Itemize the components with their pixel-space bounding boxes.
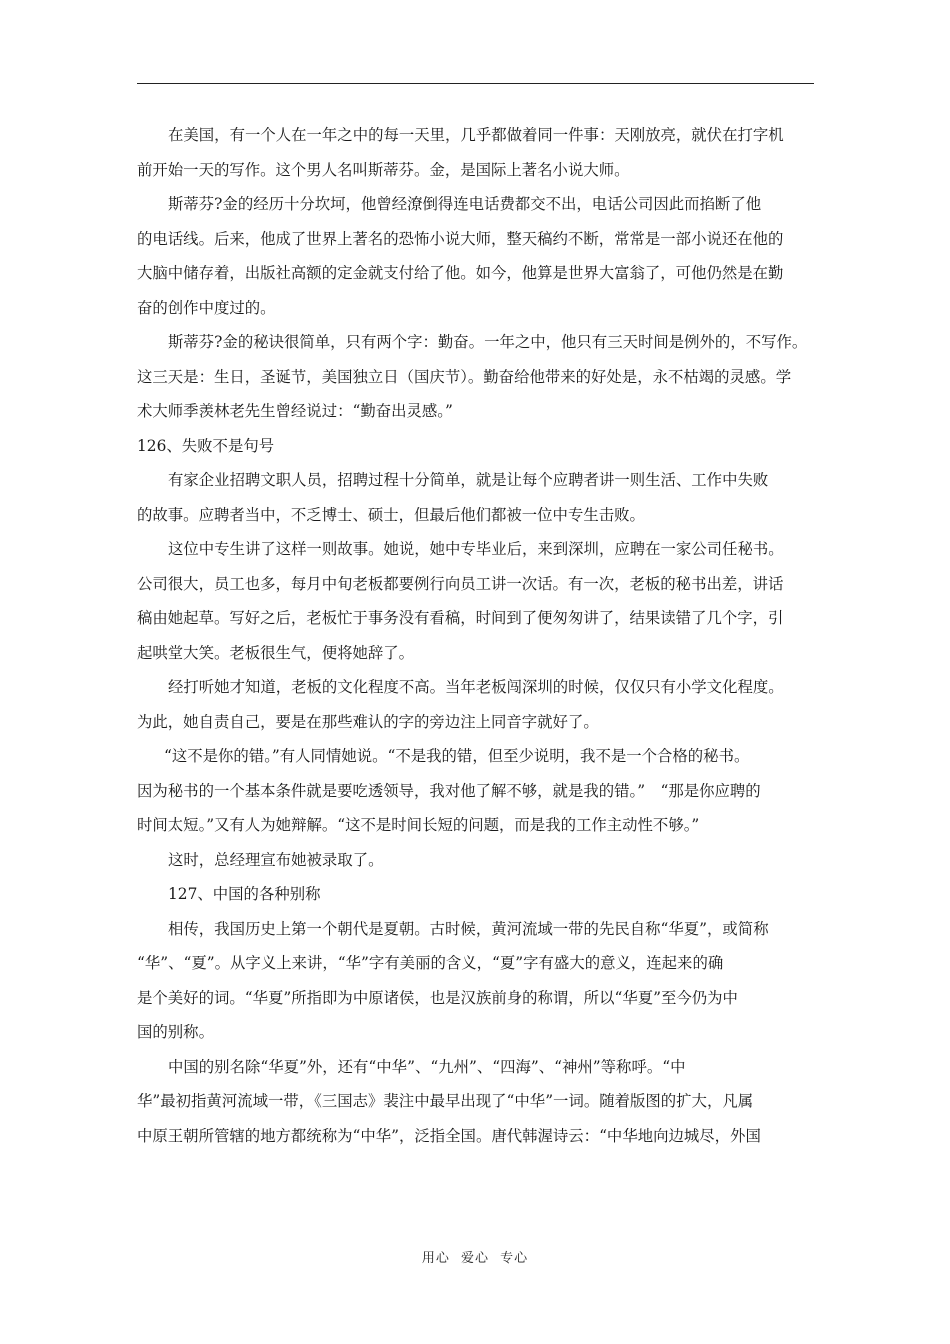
text-line: 因为秘书的一个基本条件就是要吃透领导，我对他了解不够，就是我的错。” “那是你应聘的: [137, 781, 761, 800]
footer-word: 用心: [421, 1251, 450, 1266]
text-line: 为此，她自责自己，要是在那些难认的字的旁边注上同音字就好了。: [137, 712, 599, 731]
text-line: 中原王朝所管辖的地方都统称为“中华”，泛指全国。唐代韩渥诗云：“中华地向边城尽，外国: [137, 1126, 761, 1145]
text-line: 在美国，有一个人在一年之中的每一天里，几乎都做着同一件事：天刚放亮，就伏在打字机: [168, 126, 784, 144]
document-body: [137, 118, 817, 1153]
text-line: 中国的别名除“华夏”外，还有“中华”、“九州”、“四海”、“神州”等称呼。“中: [168, 1057, 686, 1076]
text-line: 这时，总经理宣布她被录取了。: [168, 850, 384, 869]
text-line: 的电话线。后来，他成了世界上著名的恐怖小说大师，整天稿约不断，常常是一部小说还在他的: [137, 229, 784, 248]
header-rule: [137, 83, 814, 84]
text-line: 有家企业招聘文职人员，招聘过程十分简单，就是让每个应聘者讲一则生活、工作中失败: [168, 471, 769, 489]
footer-word: 专心: [500, 1251, 529, 1266]
text-line: 斯蒂芬?金的秘诀很简单，只有两个字：勤奋。一年之中，他只有三天时间是例外的，不写作。: [168, 333, 808, 351]
page-footer: [0, 1247, 950, 1266]
text-line: 大脑中储存着，出版社高额的定金就支付给了他。如今，他算是世界大富翁了，可他仍然是在勤: [137, 264, 784, 282]
text-line: 时间太短。”又有人为她辩解。“这不是时间长短的问题，而是我的工作主动性不够。”: [137, 816, 700, 834]
text-line: 这三天是：生日，圣诞节，美国独立日（国庆节）。勤奋给他带来的好处是，永不枯竭的灵感。学: [137, 367, 792, 386]
text-line: 的故事。应聘者当中，不乏博士、硕士，但最后他们都被一位中专生击败。: [137, 505, 645, 524]
text-line: 术大师季羡林老先生曾经说过：“勤奋出灵感。”: [137, 402, 453, 420]
text-line: “华”、“夏”。从字义上来讲，“华”字有美丽的含义，“夏”字有盛大的意义，连起来的确: [137, 954, 724, 972]
text-line: 国的别称。: [137, 1023, 214, 1041]
text-line: 经打听她才知道，老板的文化程度不高。当年老板闯深圳的时候，仅仅只有小学文化程度。: [168, 678, 784, 696]
text-line: “这不是你的错。”有人同情她说。“不是我的错，但至少说明，我不是一个合格的秘书。: [164, 747, 750, 765]
text-line: 公司很大，员工也多，每月中旬老板都要例行向员工讲一次话。有一次，老板的秘书出差，讲话: [137, 574, 784, 593]
text-line: 起哄堂大笑。老板很生气，便将她辞了。: [137, 643, 415, 662]
text-line: 奋的创作中度过的。: [137, 298, 276, 317]
text-line: 华”最初指黄河流域一带，《三国志》裴注中最早出现了“中华”一词。随着版图的扩大，凡属: [137, 1092, 754, 1110]
section-heading: 127、中国的各种别称: [168, 885, 321, 903]
text-line: 相传，我国历史上第一个朝代是夏朝。古时候，黄河流域一带的先民自称“华夏”，或简称: [168, 919, 769, 938]
text-line: 是个美好的词。“华夏”所指即为中原诸侯，也是汉族前身的称谓，所以“华夏”至今仍为中: [137, 988, 738, 1007]
text-line: 斯蒂芬?金的经历十分坎坷，他曾经潦倒得连电话费都交不出，电话公司因此而掐断了他: [168, 195, 762, 213]
text-line: 前开始一天的写作。这个男人名叫斯蒂芬。金，是国际上著名小说大师。: [137, 160, 630, 179]
text-line: 稿由她起草。写好之后，老板忙于事务没有看稿，时间到了便匆匆讲了，结果读错了几个字，引: [137, 609, 784, 627]
footer-word: 爱心: [460, 1251, 489, 1266]
section-heading: 126、失败不是句号: [137, 436, 275, 455]
text-line: 这位中专生讲了这样一则故事。她说，她中专毕业后，来到深圳，应聘在一家公司任秘书。: [168, 540, 784, 558]
